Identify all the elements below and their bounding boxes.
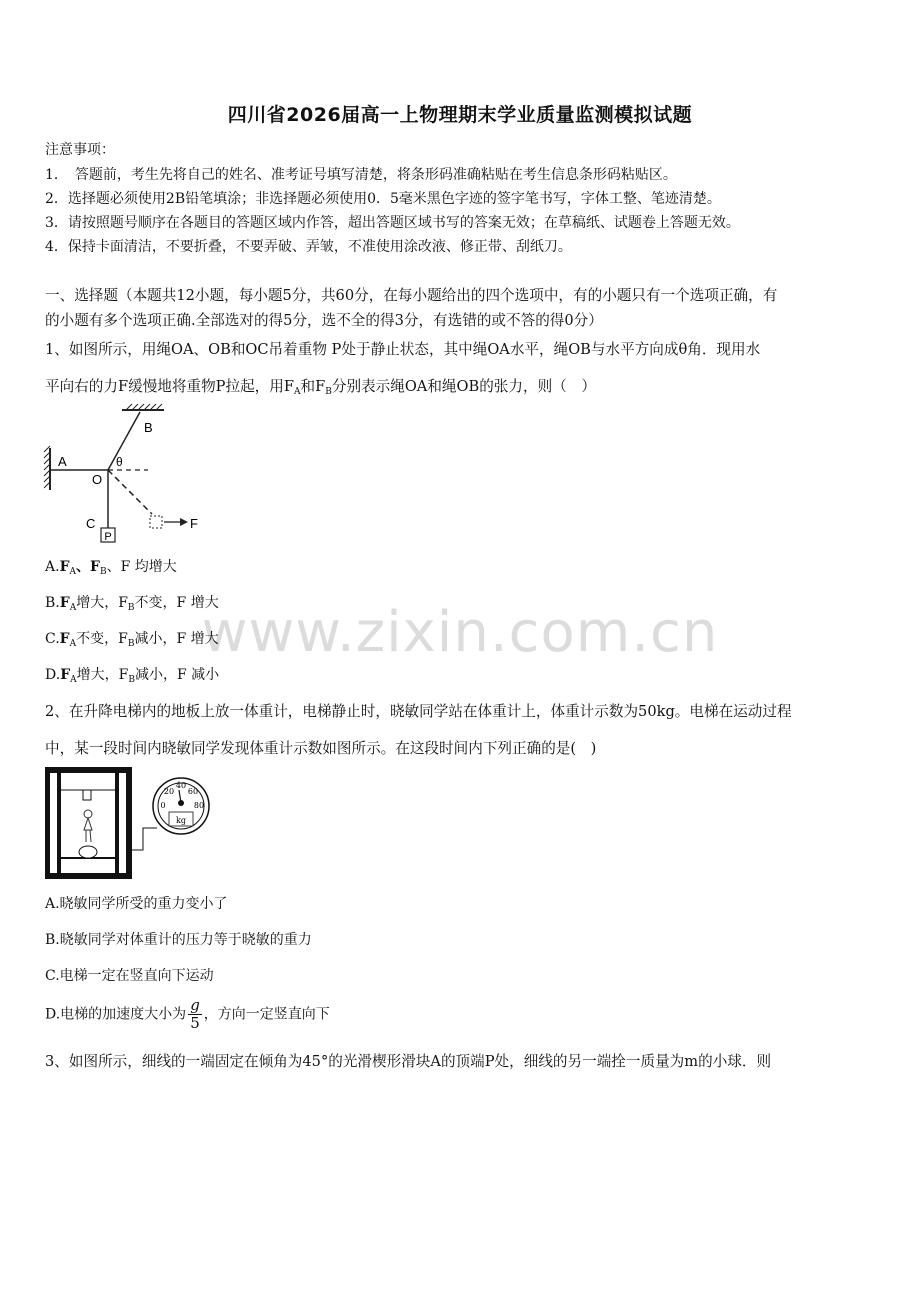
q1-stem-line1: 1、如图所示，用绳OA、OB和OC吊着重物 P处于静止状态，其中绳OA水平，绳OB与水平方向成θ角．现用水 [45,341,761,358]
ceiling-lamp [83,790,91,800]
option-prefix: C. [45,631,60,647]
option-sub: B [127,639,135,649]
label-o: O [92,472,103,487]
q2-option-c[interactable]: C.电梯一定在竖直向下运动 [45,968,214,984]
q2-elevator-diagram [45,766,215,880]
option-text: 、F [76,559,100,575]
q2-option-d[interactable] [45,997,330,1032]
force-arrow-head [180,518,188,526]
notes-heading: 注意事项： [45,142,115,158]
page-title: 四川省2026届高一上物理期末学业质量监测模拟试题 [227,104,693,126]
option-sub: A [69,639,77,649]
fraction-g-over-5 [188,997,202,1032]
weight-scale [79,846,97,858]
section1-line1: 一、选择题（本题共12小题，每小题5分，共60分，在每小题给出的四个选项中，有的小题只有一个选项正确，有 [45,287,778,304]
option-sub: B [128,675,135,685]
option-text: 不变，F 增大 [134,595,219,611]
gauge-cable [129,828,157,850]
option-text: 减小，F 减小 [134,667,220,683]
option-sub: A [69,567,77,577]
q1-stem-text-a: 平向右的力F缓慢地将重物P拉起，用F [45,378,294,395]
q1-option-b[interactable] [45,592,219,613]
label-a: A [58,454,67,469]
section1-line2: 的小题有多个选项正确.全部选对的得5分，选不全的得3分，有选错的或不答的得0分） [45,312,603,329]
note-item-2: 2．选择题必须使用2B铅笔填涂；非选择题必须使用0．5毫米黑色字迹的签字笔书写，字体工整、笔迹清楚。 [45,191,721,207]
option-sub: A [69,603,77,613]
option-text: F [60,667,71,683]
option-prefix: A. [45,559,60,575]
option-text: F [59,595,70,611]
note-item-4: 4．保持卡面清洁，不要折叠，不要弄破、弄皱，不准使用涂改液、修正带、刮纸刀。 [45,239,572,255]
q1-stem-text-c: 分别表示绳OA和绳OB的张力，则（ ） [331,378,596,395]
option-text: 增大，F [76,595,128,611]
option-prefix: D. [45,667,61,683]
gauge-tick-0: 0 [160,801,166,810]
option-sub: B [127,603,135,613]
option-text: 增大，F [76,667,129,683]
gauge-tick-60: 60 [187,787,199,796]
weight-p-label: P [104,531,112,543]
q2-stem-line1: 2、在升降电梯内的地板上放一体重计，电梯静止时，晓敏同学站在体重计上，体重计示数为50kg。电梯在运动过程 [45,703,792,720]
gauge-unit: kg [176,816,186,825]
option-sub: B [99,567,107,577]
q1-sub-a: A [293,387,301,397]
note-item-1: 1． 答题前，考生先将自己的姓名、准考证号填写清楚，将条形码准确粘贴在考生信息条形码粘贴区。 [45,167,677,183]
option-text: ，方向一定竖直向下 [203,1006,330,1023]
watermark: www.zixin.com.cn [201,600,719,665]
displaced-weight-box [150,516,162,528]
option-text: F [59,559,70,575]
gauge-tick-80: 80 [193,801,205,810]
note-item-3: 3．请按照题号顺序在各题目的答题区域内作答，超出答题区域书写的答案无效；在草稿纸、试题卷上答题无效。 [45,215,740,231]
q2-stem-line2: 中，某一段时间内晓敏同学发现体重计示数如图所示。在这段时间内下列正确的是( ) [45,740,597,757]
label-theta: θ [116,455,123,469]
gauge-tick-20: 20 [163,787,175,796]
option-text: 不变，F [76,631,128,647]
option-prefix: B. [45,595,60,611]
q1-rope-diagram [40,400,210,548]
q1-stem-text-b: 和F [300,378,326,395]
rope-displaced-dashed [108,470,152,514]
option-text: 、F 均增大 [106,559,177,575]
q1-option-a[interactable] [45,556,177,577]
option-text: D.电梯的加速度大小为 [45,1006,187,1023]
q2-option-b[interactable]: B.晓敏同学对体重计的压力等于晓敏的重力 [45,932,312,948]
q1-sub-b: B [325,387,332,397]
gauge-tick-40: 40 [175,781,187,790]
q1-stem-line2 [45,375,596,397]
q2-option-a[interactable]: A.晓敏同学所受的重力变小了 [45,896,228,912]
option-sub: A [70,675,77,685]
label-b: B [144,420,153,435]
option-text: F [59,631,70,647]
option-text: 减小，F 增大 [134,631,219,647]
q1-option-d[interactable] [45,664,219,685]
fraction-denominator: 5 [190,1014,200,1032]
q3-stem-line1: 3、如图所示，细线的一端固定在倾角为45°的光滑楔形滑块A的顶端P处，细线的另一端拴一质量为m的小球．则 [45,1053,772,1070]
q1-option-c[interactable] [45,628,219,649]
label-c: C [86,516,96,531]
label-f: F [190,516,198,531]
rope-ob [108,412,140,470]
fraction-numerator: g [190,996,200,1014]
